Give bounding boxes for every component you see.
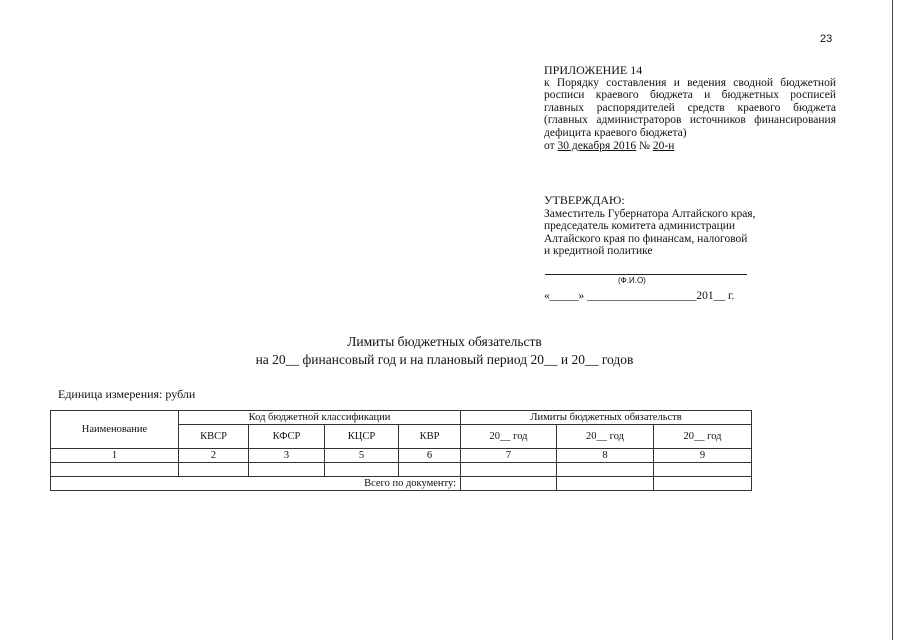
unit-of-measure: Единица измерения: рубли [58, 387, 196, 401]
table-cell [654, 463, 752, 477]
col-num-5: 6 [399, 449, 461, 463]
header-kcsr: КЦСР [325, 425, 399, 449]
header-year-2: 20__ год [557, 425, 654, 449]
limits-table [50, 410, 752, 491]
total-cell [461, 477, 557, 491]
document-subtitle: на 20__ финансовый год и на плановый период 20__ и 20__ годов [255, 352, 634, 367]
signature-caption: (Ф.И.О) [618, 276, 646, 285]
col-num-1: 1 [51, 449, 179, 463]
table-number-row [51, 449, 752, 463]
table-cell [325, 463, 399, 477]
approval-line-3: Алтайского края по финансам, налоговой [544, 232, 748, 245]
header-year-1: 20__ год [461, 425, 557, 449]
table-row [51, 463, 752, 477]
approval-block [544, 194, 844, 258]
date-prefix: от [544, 139, 555, 152]
signature-line [545, 274, 747, 275]
col-num-8: 9 [654, 449, 752, 463]
table-cell [179, 463, 249, 477]
number-prefix: № [639, 139, 650, 152]
appendix-block [544, 64, 836, 152]
header-limits-group: Лимиты бюджетных обязательств [461, 411, 752, 425]
appendix-date-line [544, 140, 836, 153]
table-cell [399, 463, 461, 477]
document-title: Лимиты бюджетных обязательств [347, 334, 542, 349]
total-cell [557, 477, 654, 491]
page-edge-line [892, 0, 893, 640]
approval-line-4: и кредитной политике [544, 245, 653, 258]
header-code-group: Код бюджетной классификации [179, 411, 461, 425]
col-num-3: 3 [249, 449, 325, 463]
table-cell [51, 463, 179, 477]
appendix-number: 20-н [652, 139, 675, 152]
col-num-2: 2 [179, 449, 249, 463]
col-num-6: 7 [461, 449, 557, 463]
header-year-3: 20__ год [654, 425, 752, 449]
appendix-heading: ПРИЛОЖЕНИЕ 14 [544, 63, 643, 77]
table-cell [461, 463, 557, 477]
table-cell [249, 463, 325, 477]
table-total-row [51, 477, 752, 491]
col-num-4: 5 [325, 449, 399, 463]
col-num-7: 8 [557, 449, 654, 463]
appendix-date: 30 декабря 2016 [557, 139, 637, 152]
page-number: 23 [820, 33, 833, 45]
approval-date-line: «_____» ___________________201__ г. [544, 290, 735, 302]
approval-line-1: Заместитель Губернатора Алтайского края, [544, 207, 756, 220]
header-kfsr: КФСР [249, 425, 325, 449]
header-kvsr: КВСР [179, 425, 249, 449]
appendix-text: к Порядку составления и ведения сводной бюджетной росписи краевого бюджета и бюджетных росписей главных распорядителей средств краевого бюджета (главных администраторов источников финансирования дефицита краевого бюджета) [544, 76, 836, 139]
approval-line-2: председатель комитета администрации [544, 220, 736, 233]
table-cell [557, 463, 654, 477]
approval-heading: УТВЕРЖДАЮ: [544, 193, 625, 207]
total-label: Всего по документу: [51, 477, 461, 491]
table-header-row-1 [51, 411, 752, 425]
header-name: Наименование [51, 411, 179, 449]
total-cell [654, 477, 752, 491]
header-kvr: КВР [399, 425, 461, 449]
